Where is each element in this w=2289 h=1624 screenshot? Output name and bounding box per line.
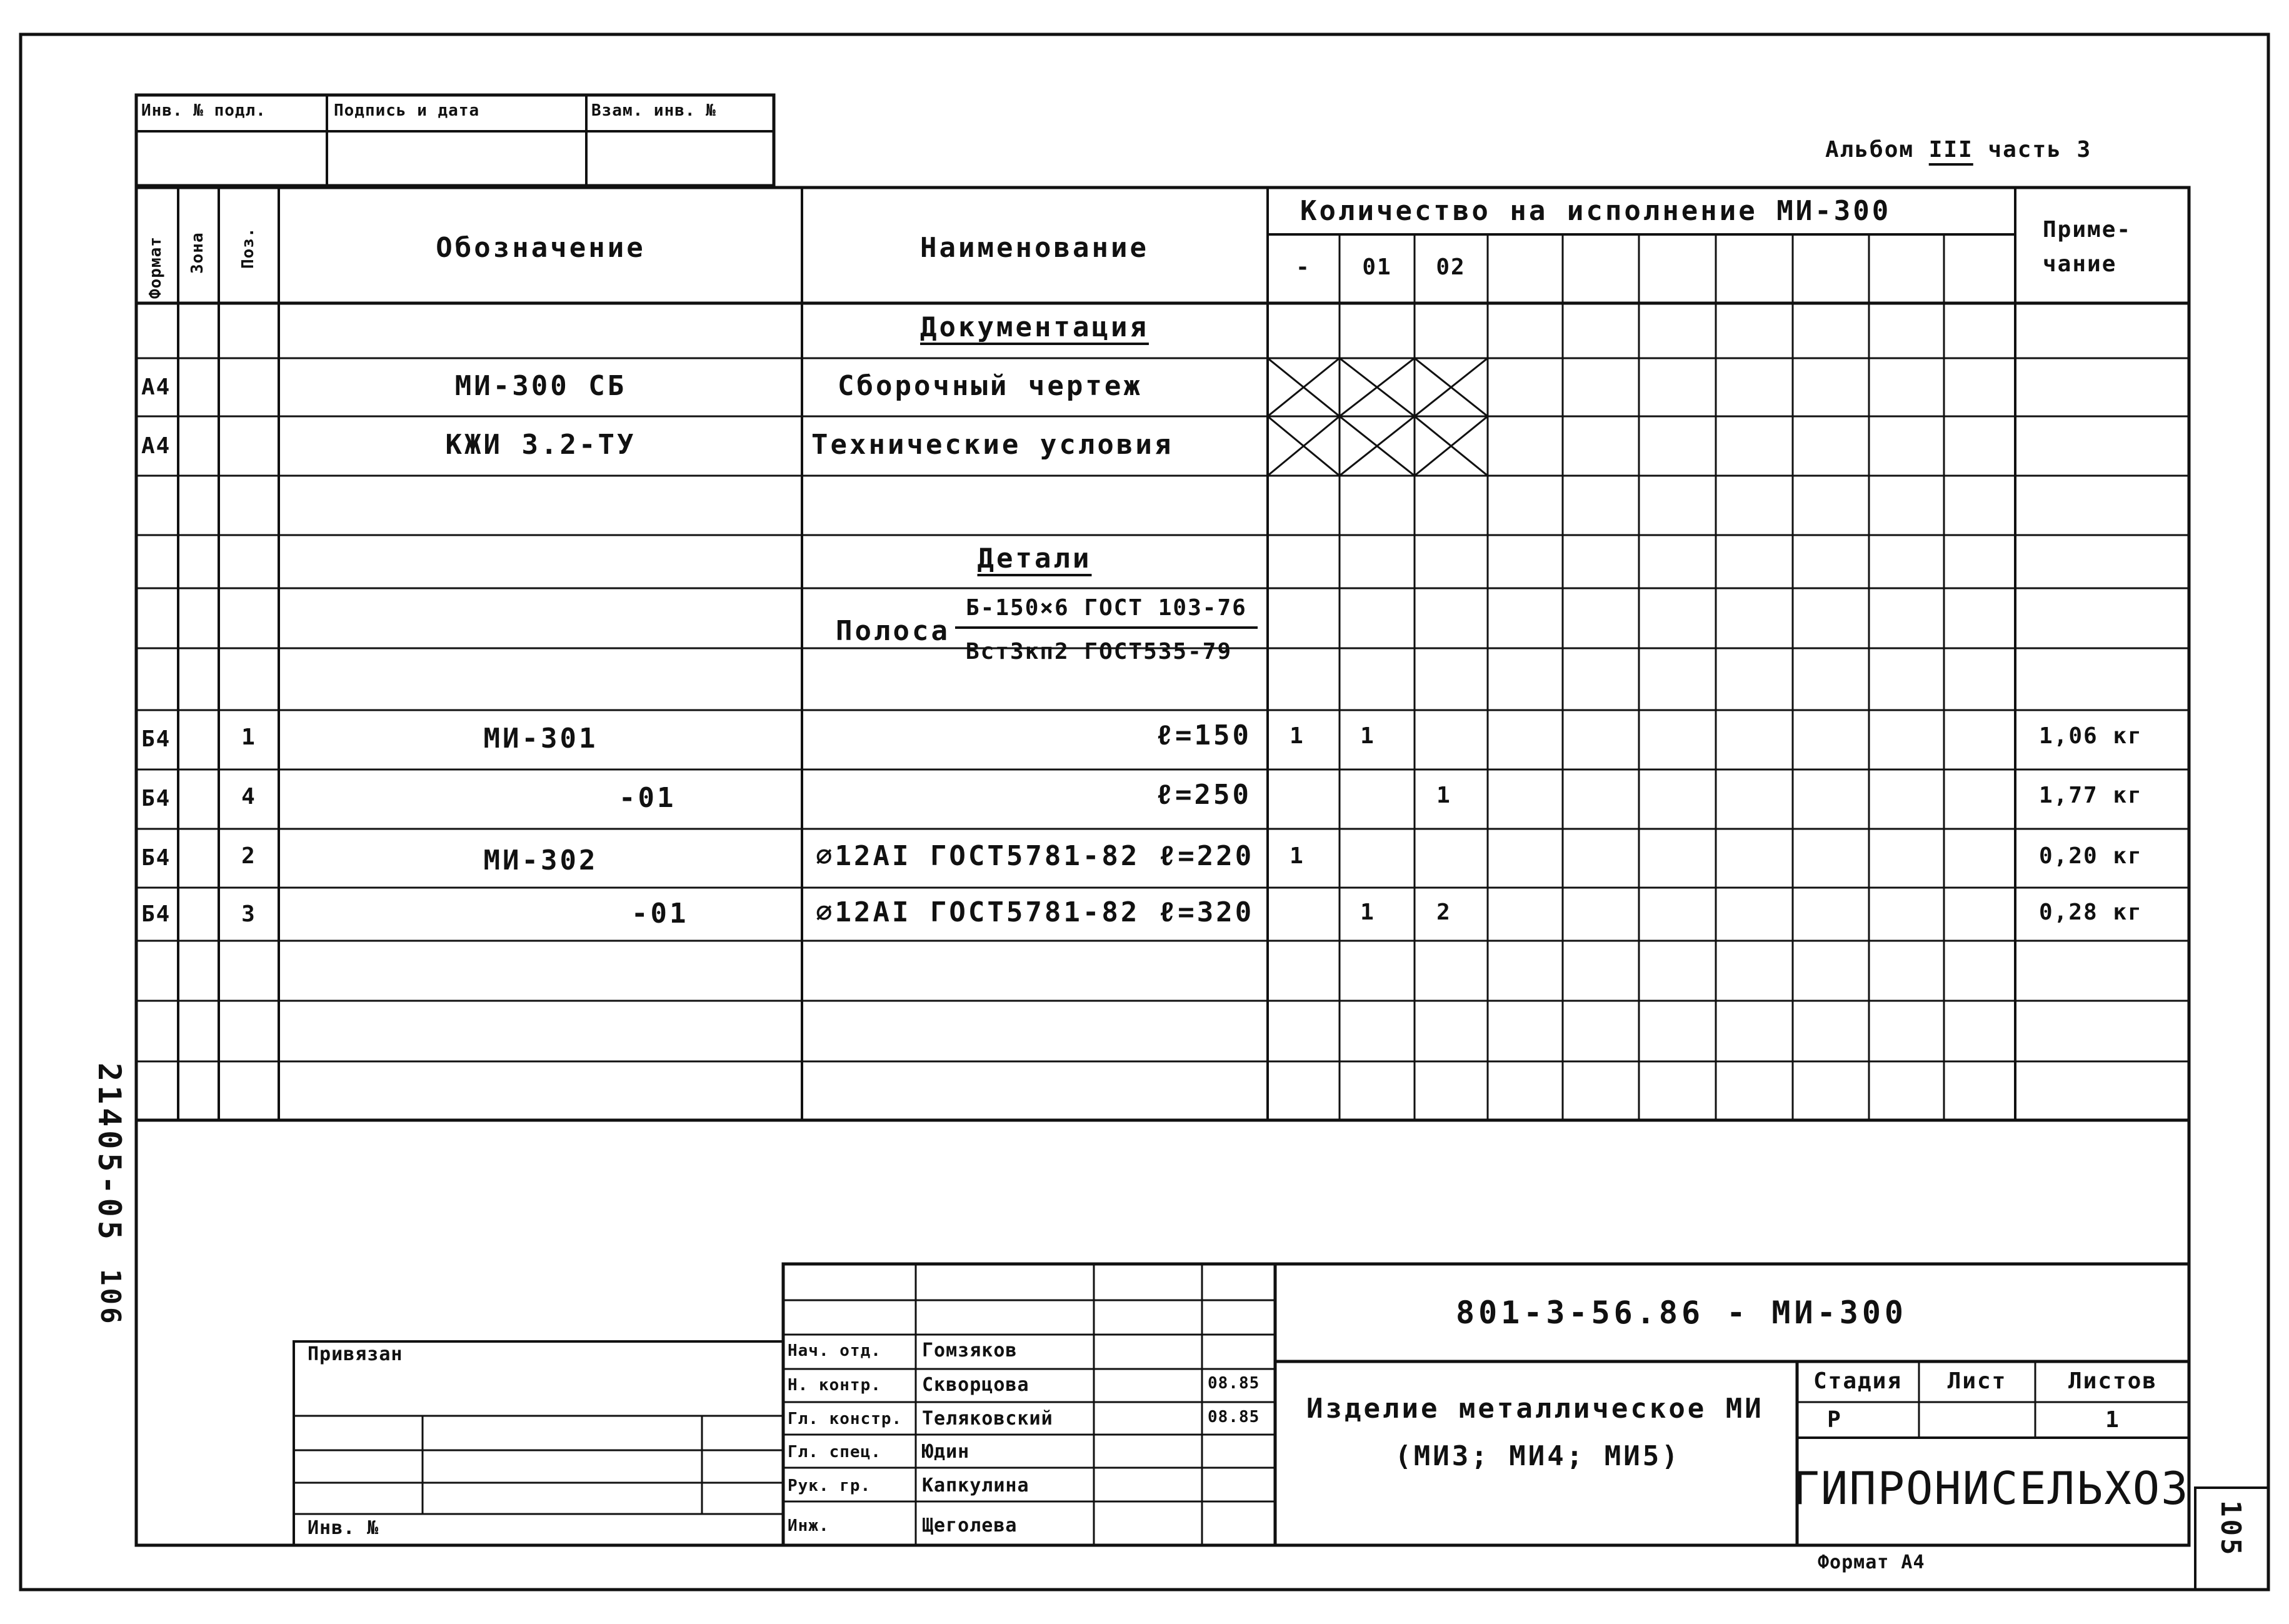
detail-row-1-designation: МИ-301	[483, 723, 598, 754]
stage-value: Р	[1827, 1407, 1842, 1433]
col-kolichestvo-header: Количество на исполнение МИ-300	[1300, 195, 1891, 227]
col-isp-2: 02	[1436, 254, 1466, 280]
detail-row-3-note: 0,20 кг	[2039, 843, 2143, 869]
detail-row-3-name: ⌀12AI ГОСТ5781-82 ℓ=220	[816, 840, 1255, 872]
inv-no-label: Инв. №	[308, 1517, 379, 1539]
detail-row-1-q0: 1	[1290, 723, 1305, 749]
sign-role-3: Гл. констр.	[788, 1410, 903, 1428]
header-vzam-inv: Взам. инв. №	[591, 101, 716, 120]
sign-name-3: Теляковский	[922, 1408, 1053, 1430]
side-stamp-number: 21405-05	[91, 1063, 128, 1243]
title-line-1: Изделие металлическое МИ	[1306, 1393, 1764, 1425]
stage-label: Стадия	[1813, 1368, 1903, 1394]
sign-date-3: 08.85	[1208, 1408, 1260, 1426]
album-word: Альбом	[1825, 137, 1915, 163]
detail-row-1-q1: 1	[1360, 723, 1375, 749]
detail-row-1-poz: 1	[241, 724, 256, 750]
col-zona-header: Зона	[188, 232, 207, 274]
sign-date-2: 08.85	[1208, 1374, 1260, 1393]
col-isp-1: 01	[1362, 254, 1392, 280]
detail-row-3-q0: 1	[1290, 843, 1305, 869]
doc-row-1-designation: МИ-300 СБ	[454, 370, 627, 402]
sign-name-4: Юдин	[922, 1441, 970, 1463]
doc-code: 801-3-56.86 - МИ-300	[1455, 1295, 1908, 1331]
sign-role-4: Гл. спец.	[788, 1443, 881, 1461]
section-details: Детали	[977, 543, 1092, 574]
sheets-value: 1	[2105, 1407, 2120, 1433]
detail-row-4-note: 0,28 кг	[2039, 900, 2143, 925]
detail-row-1-name: ℓ=150	[1156, 719, 1251, 751]
side-stamp-sheet: 106	[94, 1269, 126, 1326]
detail-row-2-format: Б4	[141, 786, 171, 811]
album-number: III	[1928, 137, 1973, 163]
header-inv-podl: Инв. № подл.	[141, 101, 266, 120]
doc-row-1-format: А4	[141, 374, 171, 400]
sign-name-1: Гомзяков	[922, 1340, 1018, 1361]
col-isp-0: -	[1296, 254, 1311, 280]
sheet-label: Лист	[1947, 1368, 2007, 1394]
polosa-label: Полоса	[836, 615, 950, 647]
detail-row-4-format: Б4	[141, 901, 171, 927]
header-podpis-data: Подпись и дата	[334, 101, 480, 120]
polosa-bottom: Вст3кп2 ГОСТ535-79	[966, 639, 1233, 664]
doc-row-2-format: А4	[141, 433, 171, 459]
col-primechanie-header-1: Приме-	[2043, 217, 2132, 243]
detail-row-1-note: 1,06 кг	[2039, 723, 2143, 749]
detail-row-2-poz: 4	[241, 784, 256, 809]
detail-row-3-format: Б4	[141, 845, 171, 871]
page-number: 105	[2215, 1500, 2246, 1558]
sign-name-2: Скворцова	[922, 1374, 1029, 1396]
sign-role-2: Н. контр.	[788, 1376, 881, 1395]
detail-row-4-q2: 2	[1436, 900, 1451, 925]
col-poz-header: Поз.	[239, 227, 258, 269]
detail-row-3-poz: 2	[241, 843, 256, 869]
detail-row-4-name: ⌀12AI ГОСТ5781-82 ℓ=320	[816, 896, 1255, 928]
detail-row-4-designation: -01	[631, 898, 689, 930]
detail-row-2-q2: 1	[1436, 783, 1451, 808]
album-label	[1825, 139, 2091, 161]
col-oboznachenie-header: Обозначение	[436, 232, 646, 264]
sign-role-1: Нач. отд.	[788, 1341, 881, 1360]
doc-row-1-name: Сборочный чертеж	[838, 370, 1143, 402]
sign-name-5: Капкулина	[922, 1475, 1029, 1496]
sign-role-5: Рук. гр.	[788, 1476, 871, 1495]
format-label: Формат А4	[1818, 1551, 1925, 1573]
detail-row-4-q1: 1	[1360, 900, 1375, 925]
section-documentation: Документация	[920, 311, 1149, 343]
organization: ГИПРОНИСЕЛЬХОЗ	[1792, 1462, 2190, 1515]
polosa-top: Б-150×6 ГОСТ 103-76	[966, 595, 1247, 621]
doc-row-2-name: Технические условия	[811, 429, 1174, 461]
title-line-2: (МИ3; МИ4; МИ5)	[1395, 1440, 1681, 1472]
detail-row-3-designation: МИ-302	[483, 845, 598, 876]
privyazan-label: Привязан	[308, 1343, 403, 1365]
detail-row-2-designation: -01	[619, 782, 676, 814]
detail-row-4-poz: 3	[241, 901, 256, 927]
col-primechanie-header-2: чание	[2043, 251, 2117, 277]
col-naimenovanie-header: Наименование	[920, 232, 1149, 264]
sign-role-6: Инж.	[788, 1516, 829, 1535]
detail-row-2-name: ℓ=250	[1156, 779, 1251, 811]
sign-name-6: Щеголева	[922, 1515, 1018, 1536]
detail-row-1-format: Б4	[141, 726, 171, 752]
album-part: часть 3	[1988, 137, 2092, 163]
doc-row-2-designation: КЖИ 3.2-ТУ	[445, 429, 636, 461]
detail-row-2-note: 1,77 кг	[2039, 783, 2143, 808]
sheets-label: Листов	[2068, 1368, 2158, 1394]
col-format-header: Формат	[146, 236, 165, 299]
